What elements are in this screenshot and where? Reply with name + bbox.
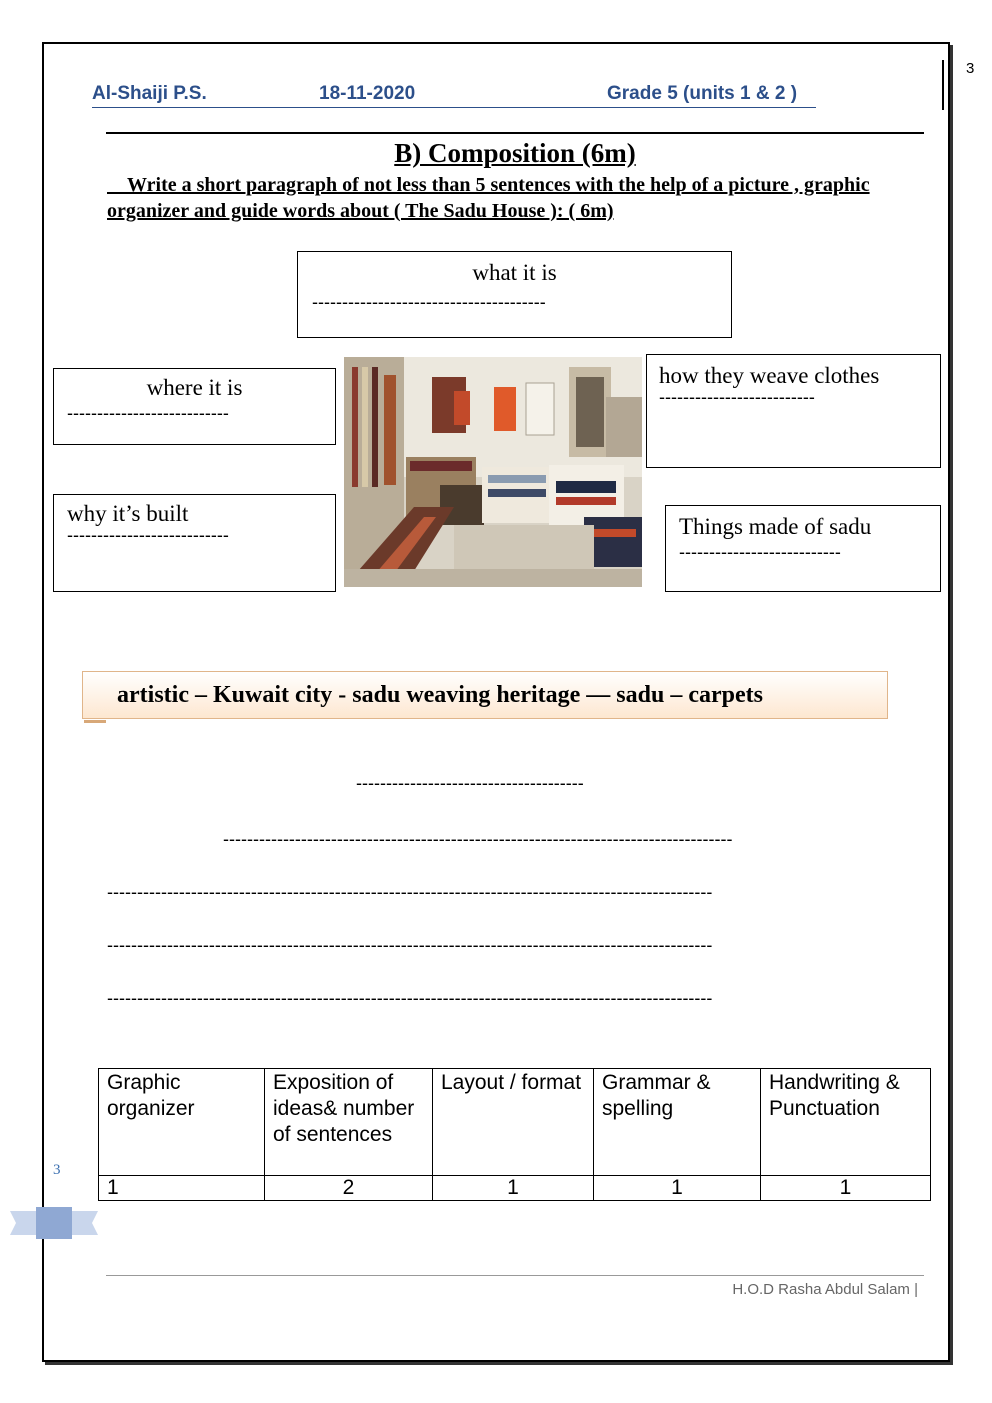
box-things-made-line: ---------------------------	[679, 542, 841, 562]
header-date: 18-11-2020	[319, 83, 416, 104]
box-where-it-is[interactable]	[53, 368, 336, 445]
rubric-score-row	[99, 1176, 931, 1201]
top-rule	[106, 132, 924, 134]
instructions	[107, 172, 927, 224]
footer-text: H.O.D Rasha Abdul Salam |	[732, 1281, 918, 1298]
rubric-header-cell: Handwriting & Punctuation	[761, 1069, 931, 1176]
box-what-it-is-label: what it is	[472, 260, 557, 285]
box-why-its-built-label: why it’s built	[67, 501, 189, 526]
page-number: 3	[966, 60, 975, 77]
rubric-header-cell: Grammar & spelling	[594, 1069, 761, 1176]
writing-title-line[interactable]: --------------------------------------	[356, 773, 584, 793]
rubric-header-cell: Layout / format	[433, 1069, 594, 1176]
box-how-they-weave-line: --------------------------	[659, 387, 815, 407]
box-why-its-built-line: ---------------------------	[67, 525, 229, 545]
rubric-score-cell: 1	[99, 1176, 265, 1201]
guide-words-text: artistic – Kuwait city - sadu weaving heritage — sadu – carpets	[117, 682, 763, 708]
box-how-they-weave[interactable]	[646, 354, 941, 468]
sadu-house-photo	[344, 357, 642, 587]
instructions-text: Write a short paragraph of not less than 5 sentences with the help of a picture , graphic organizer and guide words about ( The Sadu House ): ( 6m)	[107, 174, 870, 222]
rubric-header-cell: Exposition of ideas& number of sentences	[265, 1069, 433, 1176]
box-what-it-is[interactable]	[297, 251, 732, 338]
rubric-header-cell: Graphic organizer	[99, 1069, 265, 1176]
ribbon-decoration	[10, 1207, 98, 1239]
writing-line-3[interactable]: -----------------------------------------------------------------------------------------------------	[107, 935, 713, 955]
section-title: B) Composition (6m)	[394, 138, 636, 168]
banner-shadow	[84, 720, 106, 723]
footer-rule	[106, 1275, 924, 1276]
box-things-made-of-sadu[interactable]	[665, 505, 941, 592]
writing-line-4[interactable]: -----------------------------------------------------------------------------------------------------	[107, 988, 713, 1008]
header-underline	[92, 107, 816, 108]
header-school: Al-Shaiji P.S.	[92, 83, 207, 104]
box-what-it-is-line: ---------------------------------------	[312, 292, 546, 312]
box-where-it-is-label: where it is	[146, 375, 243, 400]
box-how-they-weave-label: how they weave clothes	[659, 363, 880, 388]
side-page-number: 3	[53, 1162, 61, 1178]
rubric-score-cell: 1	[433, 1176, 594, 1201]
guide-words-banner	[82, 671, 888, 719]
rubric-score-cell: 2	[265, 1176, 433, 1201]
box-things-made-label: Things made of sadu	[679, 514, 872, 539]
rubric-table	[98, 1068, 931, 1201]
writing-line-1[interactable]: -------------------------------------------------------------------------------------	[223, 829, 733, 849]
rubric-score-cell: 1	[594, 1176, 761, 1201]
header-grade: Grade 5 (units 1 & 2 )	[607, 83, 798, 104]
box-where-it-is-line: ---------------------------	[67, 403, 229, 423]
rubric-score-cell: 1	[761, 1176, 931, 1201]
rubric-header-row	[99, 1069, 931, 1176]
box-why-its-built[interactable]	[53, 494, 336, 592]
writing-line-2[interactable]: -----------------------------------------------------------------------------------------------------	[107, 882, 713, 902]
margin-bar	[942, 60, 944, 110]
